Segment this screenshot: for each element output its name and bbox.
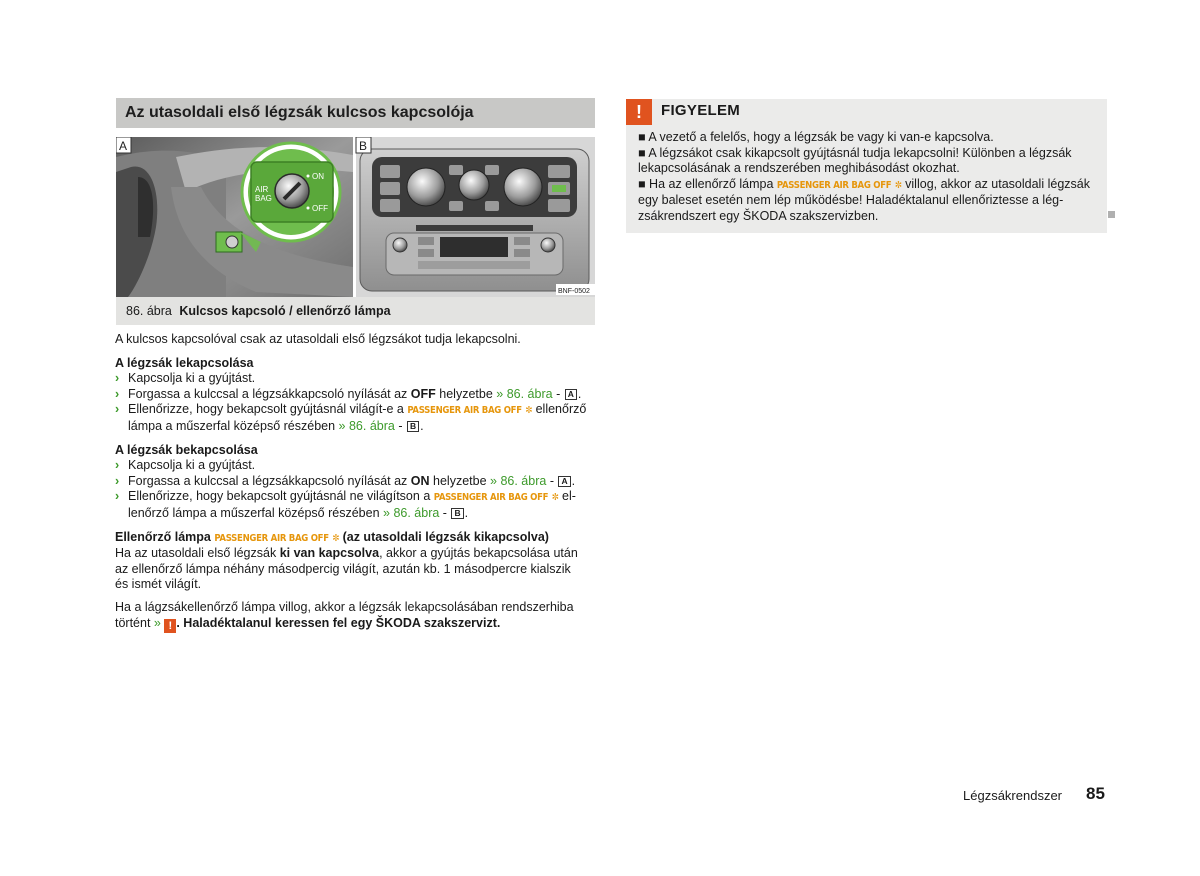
page-number: 85	[1086, 784, 1105, 803]
on-heading: A légzsák bekapcsolása	[115, 442, 258, 457]
lamp-p1-line3: és ismét világít.	[115, 577, 202, 592]
figure-code: BNF-0502	[558, 288, 590, 295]
dash: -	[442, 505, 447, 520]
figure-ref-link[interactable]: » 86. ábra	[496, 386, 553, 401]
step-arrow-icon: ›	[115, 458, 120, 473]
off-step-3	[115, 402, 597, 434]
off-heading: A légzsák lekapcsolása	[115, 355, 254, 370]
on-step-2-post: helyzetbe	[433, 473, 487, 488]
off-step-2-text: Forgassa a kulccsal a légzsákkapcsoló nyílását az	[128, 386, 408, 401]
off-step-2-post: helyzetbe	[439, 386, 493, 401]
figure-ref-link[interactable]: » 86. ábra	[490, 473, 547, 488]
off-step-1	[115, 371, 597, 387]
on-step-3-cont: lenőrző lámpa a műszerfal középső részében	[128, 505, 380, 520]
lamp-p2-line1: Ha a lágzsákellenőrző lámpa villog, akkor a légzsák lekapcsolásában rendszerhiba	[115, 599, 574, 614]
warning-body	[638, 130, 1100, 224]
bullet-icon: ■	[638, 176, 646, 191]
panel-ref-a: A	[558, 476, 570, 487]
on-step-3-post: el-	[562, 489, 576, 504]
airbag-label-2: BAG	[255, 194, 272, 203]
warning-icon: !	[626, 99, 652, 125]
bullet-icon: ■	[638, 130, 646, 144]
lamp-paragraph-2	[115, 600, 597, 633]
off-step-3-post: ellenőrző lámpa a műszerfal középső részében	[128, 402, 587, 433]
passenger-airbag-off-indicator: PASSENGER AIR BAG OFF	[407, 405, 522, 417]
passenger-airbag-off-indicator: PASSENGER AIR BAG OFF	[214, 532, 329, 544]
warning-title: FIGYELEM	[661, 102, 741, 119]
dot: .	[577, 386, 582, 401]
lamp-p1-pre: Ha az utasoldali első légzsák	[115, 546, 277, 561]
off-label: OFF	[312, 204, 328, 213]
warning-bullet-1	[638, 130, 1100, 146]
warning-bullet-3-post: villog, akkor az utasoldali légzsák	[905, 176, 1090, 191]
panel-ref-a: A	[565, 389, 577, 400]
panel-b-image	[356, 137, 595, 297]
step-arrow-icon: ›	[115, 473, 120, 488]
warning-bullet-3-line2: egy baleset esetén nem lép működésbe! Haladéktalanul ellenőriztesse a lég-	[638, 193, 1064, 207]
step-arrow-icon: ›	[115, 402, 120, 417]
on-step-3	[115, 489, 597, 521]
main-text	[115, 332, 597, 640]
on-keyword: ON	[410, 473, 430, 488]
lamp-paragraph-1	[115, 546, 597, 593]
step-arrow-icon: ›	[115, 489, 120, 504]
airbag-off-icon: ✼	[894, 179, 902, 191]
off-keyword: OFF	[410, 386, 436, 401]
dash: -	[549, 473, 554, 488]
end-of-section-marker	[1108, 211, 1115, 218]
warning-bullet-2	[638, 146, 1100, 177]
passenger-airbag-off-indicator: PASSENGER AIR BAG OFF	[776, 179, 892, 191]
footer-section-name: Légzsákrendszer	[963, 788, 1062, 803]
figure-86	[116, 137, 595, 297]
dash: -	[398, 418, 403, 433]
dot: .	[464, 505, 469, 520]
lamp-p1-bold: ki van kapcsolva	[279, 546, 380, 561]
on-step-3-text: Ellenőrizze, hogy bekapcsolt gyújtásnál ne világítson a	[128, 489, 431, 504]
airbag-label-1: AIR	[255, 185, 269, 194]
section-title: Az utasoldali első légzsák kulcsos kapcsolója	[116, 98, 595, 128]
passenger-airbag-off-indicator: PASSENGER AIR BAG OFF	[433, 492, 549, 504]
figure-ref-link[interactable]: » 86. ábra	[383, 505, 440, 520]
off-step-3-text: Ellenőrizze, hogy bekapcsolt gyújtásnál világít-e a	[128, 402, 404, 417]
step-arrow-icon: ›	[115, 386, 120, 401]
caption-text: Kulcsos kapcsoló / ellenőrző lámpa	[179, 304, 391, 318]
figure-illustration	[116, 137, 595, 297]
lamp-p1-post: , akkor a gyújtás bekapcsolása után	[379, 546, 578, 561]
warning-bullet-2-text: A légzsákot csak kikapcsolt gyújtásnál tudja lekapcsolni! Különben a légzsák	[648, 145, 1072, 160]
intro-paragraph: A kulcsos kapcsolóval csak az utasoldali első légzsákot tudja lekapcsolni.	[115, 332, 521, 346]
off-step-2	[115, 387, 597, 403]
airbag-off-icon: ✼	[332, 532, 340, 544]
panel-b-label: B	[359, 139, 368, 153]
on-step-2-text: Forgassa a kulccsal a légzsákkapcsoló nyílását az	[128, 473, 408, 488]
panel-a-label: A	[119, 139, 128, 153]
warning-ref-link[interactable]: »	[153, 615, 161, 630]
warning-header	[626, 99, 1107, 125]
panel-ref-b: B	[451, 508, 463, 519]
on-label: ON	[312, 172, 324, 181]
bullet-icon: ■	[638, 145, 646, 160]
warning-bullet-1-text: A vezető a felelős, hogy a légzsák be vagy ki van-e kapcsolva.	[648, 130, 994, 144]
figure-caption	[116, 297, 595, 325]
panel-ref-b: B	[407, 421, 419, 432]
lamp-p1-line2: az ellenőrző lámpa néhány másodpercig világít, azután kb. 1 másodpercre kialszik	[115, 561, 571, 576]
dot: .	[571, 473, 576, 488]
warning-box	[626, 99, 1107, 233]
airbag-off-icon: ✼	[551, 492, 559, 504]
off-step-1-text: Kapcsolja ki a gyújtást.	[128, 371, 256, 386]
warning-bullet-3-line3: zsákrendszert egy ŠKODA szakszervizben.	[638, 208, 879, 223]
lamp-p2-bold: . Haladéktalanul keressen fel egy ŠKODA szakszervizt.	[176, 615, 501, 630]
on-step-1	[115, 458, 597, 474]
caption-number: 86. ábra	[126, 304, 172, 318]
lamp-heading-pre: Ellenőrző lámpa	[115, 529, 211, 544]
warning-icon: !	[164, 619, 176, 633]
dash: -	[556, 386, 561, 401]
panel-a-image	[116, 137, 353, 297]
lamp-heading-post: (az utasoldali légzsák kikapcsolva)	[342, 529, 549, 544]
lamp-heading	[115, 530, 597, 547]
figure-ref-link[interactable]: » 86. ábra	[338, 418, 395, 433]
warning-bullet-2-cont: lekapcsolásának a rendszerében meghibásodást okozhat.	[638, 161, 960, 175]
on-step-1-text: Kapcsolja ki a gyújtást.	[128, 458, 256, 473]
on-step-2	[115, 474, 597, 490]
warning-bullet-3-pre: Ha az ellenőrző lámpa	[649, 176, 774, 191]
airbag-off-icon: ✼	[525, 405, 533, 417]
dot: .	[420, 418, 424, 433]
lamp-p2-pre: történt	[115, 615, 151, 630]
step-arrow-icon: ›	[115, 371, 120, 386]
warning-bullet-3	[638, 177, 1100, 225]
